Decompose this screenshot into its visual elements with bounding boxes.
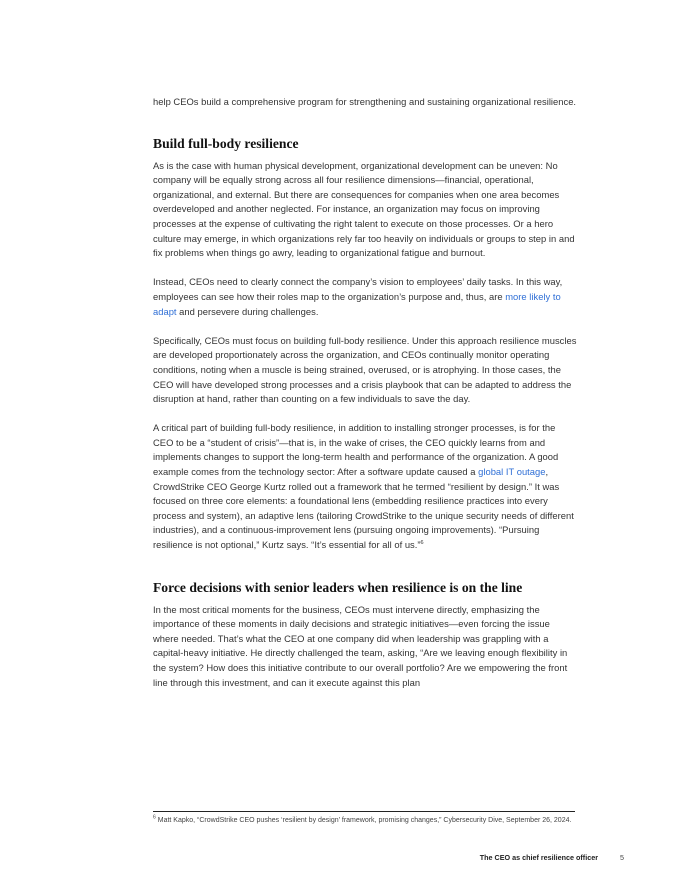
paragraph: Instead, CEOs need to clearly connect the company’s vision to employees’ daily tasks. In this way, employees can see how their roles map to the organization’s purpose and, thus, are more likely to adapt and persevere during challenges.	[153, 276, 563, 317]
paragraph: A critical part of building full-body resilience, in addition to installing stronger processes, is for the CEO to be a “student of crisis”—that is, in the wake of crises, the CEO quickly learns from and implements changes to support the long-term health and performance of the organization. A good example comes from the technology sector: After a software update caused a global IT outage, CrowdStrike CEO George Kurtz rolled out a framework that he termed “resilient by design.” It was focused on three core elements: a foundational lens (embedding resilience practices into every process and system), an adaptive lens (tailoring CrowdStrike to the unique security needs of different industries), and a continuous-improvement lens (pursuing ongoing improvements). “Pursuing resilience is not optional,” Kurtz says. “It’s essential for all of us.”$^6$	[153, 422, 574, 551]
page-number: 5	[620, 853, 624, 862]
footnote	[153, 816, 577, 827]
paragraph: As is the case with human physical development, organizational development can be uneven: No company will be equally strong across all four resilience dimensions—financial, operational, organizational, and external. But there are consequences for companies when one area becomes overdeveloped and another neglected. For instance, an organization may focus on improving processes at the expense of cultivating the right talent to execute on those processes. Or a hero culture may emerge, in which organizations rely far too heavily on individuals or groups to step in and fix problems when things go awry, leading to organizational fatigue and burnout.	[153, 159, 575, 259]
paragraph: Specifically, CEOs must focus on building full-body resilience. Under this approach resilience muscles are developed proportionately across the organization, and CEOs continually monitor operating conditions, noting when a muscle is being strained, overused, or is atrophying. In those cases, the CEO will have developed strong processes and a crisis playbook that can be adapted to address the disruption at hand, rather than counting on a few individuals to save the day.	[153, 334, 577, 405]
section-heading: Build full-body resilience	[153, 135, 299, 151]
more-likely-to-adapt-link[interactable]: more likely to adapt	[153, 290, 561, 317]
footnote-number: 6	[153, 814, 156, 821]
footer-title: The CEO as chief resilience officer	[479, 853, 598, 862]
footnote-divider	[153, 811, 575, 812]
intro-paragraph: help CEOs build a comprehensive program for strengthening and sustaining organizational resilience.	[153, 96, 577, 107]
page-footer	[480, 853, 624, 862]
footnote-reference[interactable]: 6	[420, 539, 424, 546]
paragraph: In the most critical moments for the business, CEOs must intervene directly, emphasizing the importance of these moments in daily decisions and strategic initiatives—even forcing the issue where needed. That’s what the CEO at one company did when leadership was grappling with a capital-heavy initiative. He directly challenged the team, asking, “Are we leaving enough flexibility in the system? How does this initiative contribute to our overall portfolio? Are we empowering the front line through this investment, and can it execute against this plan	[153, 603, 568, 688]
global-it-outage-link[interactable]: global IT outage	[478, 466, 546, 478]
section-build-full-body-resilience	[153, 135, 577, 553]
section-heading: Force decisions with senior leaders when resilience is on the line	[153, 579, 523, 595]
article-body	[153, 95, 577, 690]
footnote-text: Matt Kapko, “CrowdStrike CEO pushes ‘resilient by design’ framework, promising changes,” Cybersecurity Dive, September 26, 2024.	[157, 817, 572, 824]
section-force-decisions	[153, 579, 577, 691]
